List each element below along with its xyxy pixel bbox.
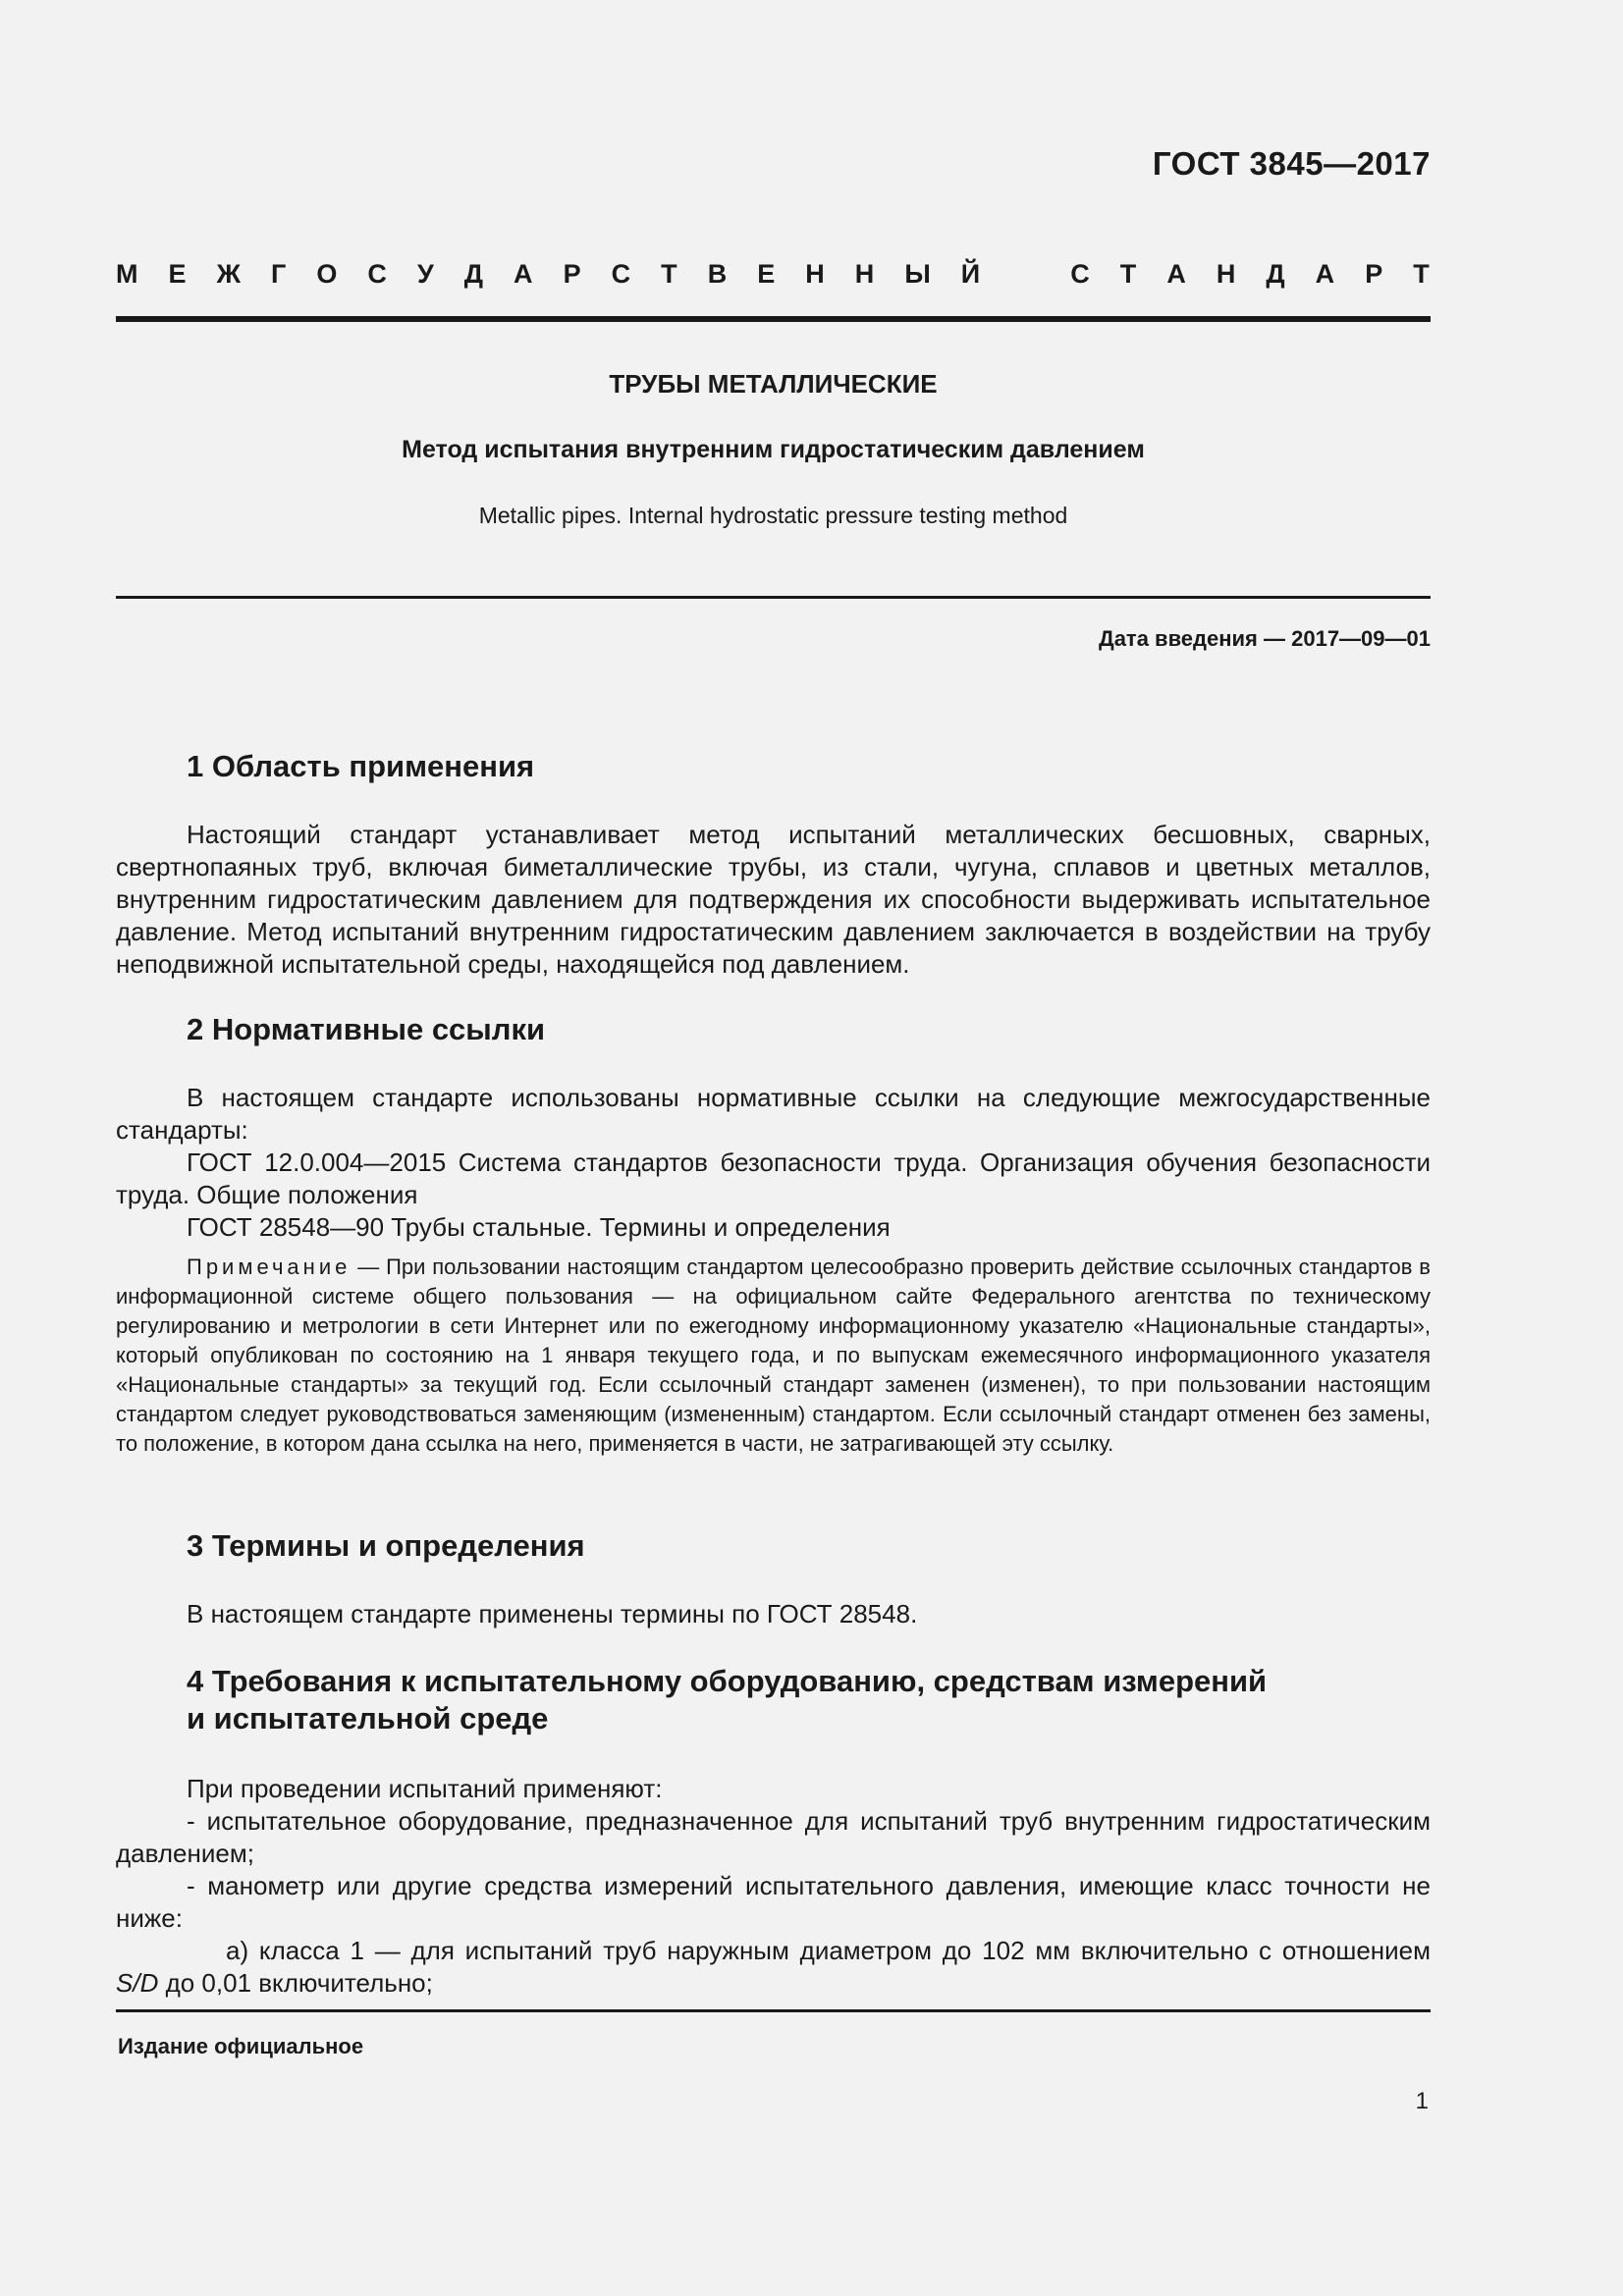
banner-letter: Ж — [216, 259, 241, 289]
section-2-reference-1: ГОСТ 12.0.004—2015 Система стандартов безопасности труда. Организация обучения безопасности труда. Общие положения — [116, 1148, 1431, 1209]
section-4-item-manometer: - манометр или другие средства измерений испытательного давления, имеющие класс точности не ниже: — [116, 1871, 1431, 1933]
banner-letter: С — [611, 259, 631, 289]
document-subtitle: Метод испытания внутренним гидростатическим давлением — [402, 436, 1145, 463]
banner-letter: Н — [1216, 259, 1236, 289]
banner-letter: Т — [1413, 259, 1430, 289]
section-2-heading: 2 Нормативные ссылки — [187, 1012, 546, 1046]
note-label: Примечание — [187, 1255, 352, 1279]
banner-word-gap — [1010, 259, 1040, 290]
section-3-heading: 3 Термины и определения — [187, 1528, 585, 1563]
section-3-text: В настоящем стандарте применены термины по ГОСТ 28548. — [187, 1599, 918, 1629]
banner-letter: С — [367, 259, 387, 289]
footer-rule — [116, 2009, 1431, 2012]
banner-letter: С — [1070, 259, 1090, 289]
standard-code: ГОСТ 3845—2017 — [1152, 145, 1431, 182]
header-rule — [116, 316, 1431, 322]
ratio-symbol: S/D — [116, 1968, 159, 1998]
banner-letter: А — [1166, 259, 1186, 289]
banner-letter: Р — [1365, 259, 1383, 289]
section-4-heading-line-2: и испытательной среде — [187, 1701, 549, 1735]
document-title-english: Metallic pipes. Internal hydrostatic pressure testing method — [478, 503, 1068, 528]
section-4-heading — [187, 1663, 1404, 1737]
banner-letter: У — [416, 259, 434, 289]
banner-letter: Д — [463, 259, 484, 289]
document-title: ТРУБЫ МЕТАЛЛИЧЕСКИЕ — [609, 369, 938, 399]
section-4-paragraph: При проведении испытаний применяют: — [187, 1774, 663, 1803]
note-text: — При пользовании настоящим стандартом целесообразно проверить действие ссылочных стандартов в информационной системе общего пользования — на официальном сайте Федерального агентства по техническому регулированию и метрологии в сети Интернет или по ежегодному информационному указателю «Национальные стандарты», который опубликован по состоянию на 1 января текущего года, и по выпускам ежемесячного информационного указателя «Национальные стандарты» за текущий год. Если ссылочный стандарт заменен (изменен), то при пользовании настоящим стандартом следует руководствоваться заменяющим (измененным) стандартом. Если ссылочный стандарт отменен без замены, то положение, в котором дана ссылка на него, применяется в части, не затрагивающей эту ссылку. — [116, 1255, 1431, 1456]
banner-letter: В — [707, 259, 728, 289]
banner-letter: О — [316, 259, 338, 289]
banner-letter: Р — [563, 259, 581, 289]
banner-letter: А — [514, 259, 533, 289]
page-number: 1 — [1415, 2088, 1429, 2114]
banner-letter: Е — [757, 259, 776, 289]
interstate-standard-banner — [116, 259, 1430, 290]
banner-letter: Г — [271, 259, 287, 289]
section-4-heading-line-1: 4 Требования к испытательному оборудованию, средствам измерений — [187, 1664, 1268, 1698]
banner-letter: Е — [168, 259, 187, 289]
section-2-note — [116, 1253, 1431, 1459]
banner-letter: Ы — [904, 259, 931, 289]
section-1-text: Настоящий стандарт устанавливает метод испытаний металлических бесшовных, сварных, свертнопаяных труб, включая биметаллические трубы, из стали, чугуна, сплавов и цветных металлов, внутренним гидростатическим давлением для подтверждения их способности выдерживать испытательное давление. Метод испытаний внутренним гидростатическим давлением заключается в воздействии на трубу неподвижной испытательной среды, находящейся под давлением. — [116, 820, 1431, 979]
banner-letter: М — [116, 259, 138, 289]
section-2-reference-2: ГОСТ 28548—90 Трубы стальные. Термины и определения — [187, 1212, 891, 1242]
banner-letter: Т — [661, 259, 677, 289]
section-4-subitem-a: а) класса 1 — для испытаний труб наружным диаметром до 102 мм включительно с отношением S/D до 0,01 включительно; — [116, 1936, 1431, 1998]
banner-letter: Д — [1266, 259, 1285, 289]
banner-letter: Н — [854, 259, 875, 289]
section-4-item-equipment: - испытательное оборудование, предназначенное для испытаний труб внутренним гидростатическим давлением; — [116, 1806, 1431, 1868]
banner-letter: Т — [1119, 259, 1137, 289]
section-2-paragraph: В настоящем стандарте использованы нормативные ссылки на следующие межгосударственные стандарты: — [116, 1083, 1431, 1145]
banner-letter: Й — [960, 259, 981, 289]
official-edition-label: Издание официальное — [118, 2034, 364, 2058]
title-rule — [116, 596, 1431, 599]
introduction-date: Дата введения — 2017—09—01 — [1099, 626, 1431, 651]
banner-letter: Н — [805, 259, 825, 289]
section-1-heading: 1 Область применения — [187, 749, 535, 783]
banner-letter: А — [1315, 259, 1335, 289]
